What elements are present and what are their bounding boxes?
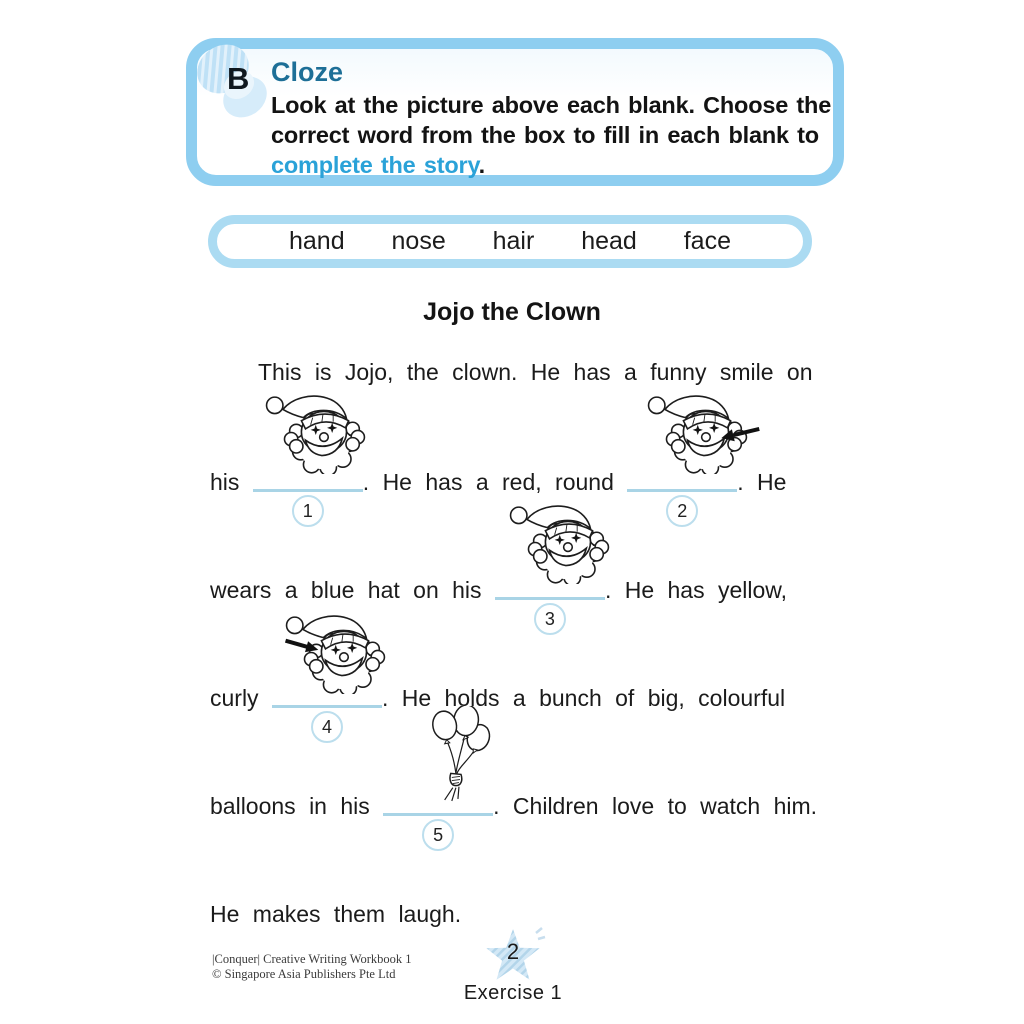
story-line-6: He makes them laugh.: [210, 901, 462, 927]
clown-hat-image: [502, 502, 638, 584]
story-line-2: his 1 . He has a red, round 2 . He: [210, 468, 822, 496]
blank-2: [627, 471, 737, 521]
word-bank-item: head: [581, 227, 637, 255]
page-number-star: [483, 926, 547, 984]
section-letter: B: [227, 61, 250, 96]
instruction-line-1: Look at the picture above each blank. Choose the: [271, 92, 832, 118]
blank-number-4: 4: [311, 711, 343, 743]
blank-number-1: 1: [292, 495, 324, 527]
story-line-5: balloons in his 5 . Children love to watch him.: [210, 792, 822, 820]
section-title: Cloze: [271, 57, 344, 87]
instruction-highlight: complete the story: [271, 152, 479, 178]
page-number: 2: [506, 939, 520, 964]
instruction-text: [271, 57, 831, 180]
instruction-period: .: [478, 152, 485, 178]
instruction-line-3: [271, 150, 831, 180]
word-bank-item: hand: [289, 227, 345, 255]
word-bank-item: nose: [391, 227, 446, 255]
clown-nose-arrow-image: [640, 392, 776, 474]
word-bank-item: face: [683, 227, 731, 255]
blank-3: [495, 579, 605, 629]
credit-line-1: |Conquer| Creative Writing Workbook 1: [212, 952, 412, 966]
story-line-3: wears a blue hat on his 3 . He has yellow,: [210, 576, 822, 604]
instruction-line-2: correct word from the box to fill in each blank to: [271, 122, 819, 148]
blank-5: [383, 795, 493, 845]
blank-number-5: 5: [422, 819, 454, 851]
blank-4: [272, 687, 382, 737]
blank-number-2: 2: [666, 495, 698, 527]
instruction-box: [186, 38, 844, 186]
clown-smile-image: [258, 392, 394, 474]
story-line-1: This is Jojo, the clown. He has a funny smile on: [258, 359, 813, 385]
exercise-label: Exercise 1: [463, 982, 563, 1004]
blank-number-3: 3: [534, 603, 566, 635]
story-title: Jojo the Clown: [423, 298, 601, 326]
blank-1: [253, 471, 363, 521]
word-bank: [208, 215, 812, 268]
balloons-image: [424, 706, 498, 802]
credit-line-2: © Singapore Asia Publishers Pte Ltd: [212, 967, 396, 981]
publisher-credits: [212, 952, 412, 982]
word-bank-item: hair: [492, 227, 535, 255]
clown-hair-arrow-image: [278, 612, 414, 694]
story-line-4: curly 4 . He holds a bunch of big, colourful: [210, 684, 822, 712]
